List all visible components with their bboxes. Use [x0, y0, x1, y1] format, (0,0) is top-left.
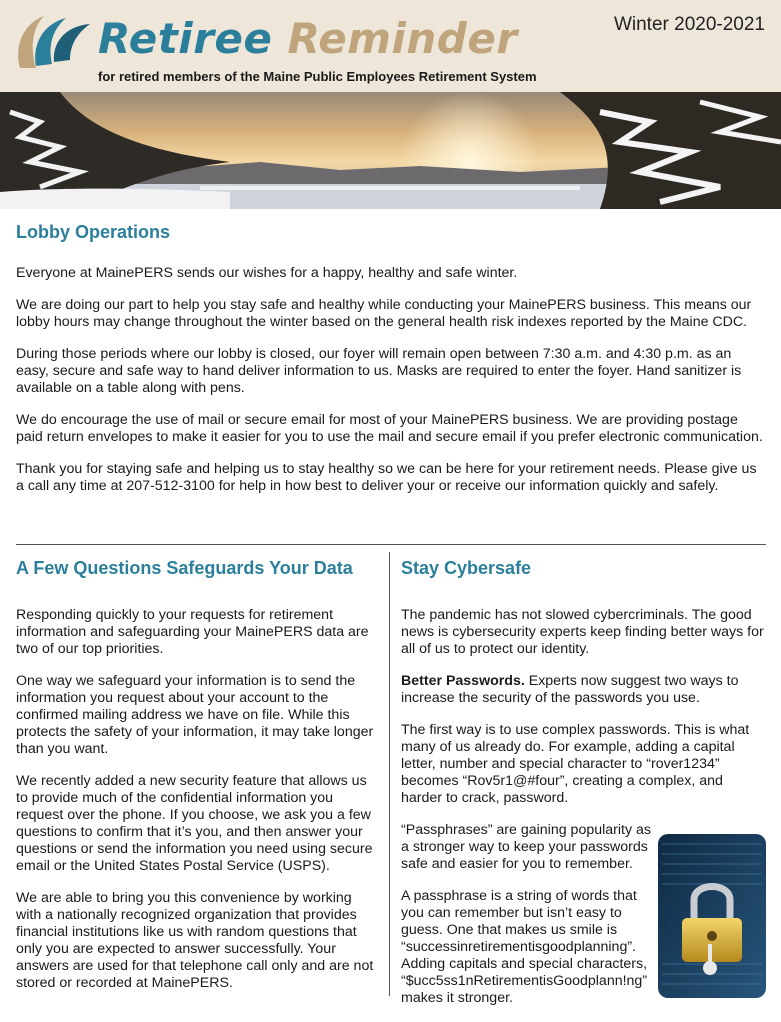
newsletter-header — [0, 0, 781, 92]
safeguards-paragraph: Responding quickly to your requests for retirement information and safeguarding your MainePERS data are two of our top priorities. — [16, 607, 369, 657]
column-divider — [389, 552, 390, 996]
lobby-paragraph: We do encourage the use of mail or secure email for most of your MainePERS business. We are providing postage paid return envelopes to make it easier for you to use the mail and secure email if you prefer electronic communication. — [16, 412, 763, 445]
safeguards-paragraph: One way we safeguard your information is to send the information you request about your account to the confirmed mailing address we have on file. While this protects the safety of your information, it may take longer than you want. — [16, 673, 374, 757]
swoosh-logo-icon — [14, 10, 94, 72]
lobby-paragraph: During those periods where our lobby is closed, our foyer will remain open between 7:30 a.m. and 4:30 p.m. as an easy, secure and safe way to hand deliver information to us. Masks are required to enter the foyer. Hand sanitizer is available on a table along with pens. — [16, 346, 742, 396]
cybersafe-heading: Stay Cybersafe — [401, 558, 532, 578]
newsletter-subtitle: for retired members of the Maine Public Employees Retirement System — [98, 69, 537, 84]
lobby-heading: Lobby Operations — [16, 222, 171, 242]
better-passwords-label: Better Passwords. — [401, 673, 525, 689]
safeguards-paragraph: We are able to bring you this convenience by working with a nationally recognized organization that provides financial institutions like us with random questions that only you are expected to answer successfully. Your answers are used for that telephone call only and are not stored or recorded at MainePERS. — [16, 890, 374, 991]
lobby-paragraph: Thank you for staying safe and helping us to stay healthy so we can be here for your retirement needs. Please give us a call any time at 207-512-3100 for help in how best to deliver your or receive our information quickly and safely. — [16, 461, 757, 494]
cybersafe-paragraph: The first way is to use complex passwords. This is what many of us already do. For example, adding a capital letter, number and special character to “rover1234” becomes “Rov5r1@#four”, creating a complex, and harder to crack, password. — [401, 722, 750, 806]
better-passwords-paragraph: Better Passwords. Experts now suggest two ways to increase the security of the passwords you use. — [401, 673, 739, 706]
passphrase-intro-paragraph: “Passphrases” are gaining popularity as a stronger way to keep your passwords safe and easier for you to remember. — [401, 822, 651, 872]
cybersafe-paragraph: The pandemic has not slowed cybercriminals. The good news is cybersecurity experts keep finding better ways for all of us to protect our identity. — [401, 607, 764, 657]
padlock-icon — [658, 834, 766, 998]
lobby-operations-section — [16, 222, 768, 510]
newsletter-title: Retiree Reminder — [98, 14, 518, 63]
lobby-paragraph: We are doing our part to help you stay safe and healthy while conducting your MainePERS business. This means our lobby hours may change throughout the winter based on the general health risk indexes reported by the Maine CDC. — [16, 297, 752, 330]
passphrase-paragraph: A passphrase is a string of words that you can remember but isn’t easy to guess. One that makes us smile is “successinretirementisgoodplanning”. Adding capitals and special characters, “$ucc5ss1nRetirementisGoodplann!ng” makes it stronger. — [401, 888, 648, 1006]
lobby-paragraph: Everyone at MainePERS sends our wishes for a happy, healthy and safe winter. — [16, 265, 518, 281]
winter-landscape-image — [0, 92, 781, 209]
issue-date: Winter 2020-2021 — [613, 14, 765, 35]
safeguards-paragraph: We recently added a new security feature that allows us to provide much of the confidential information you request over the phone. If you choose, we ask you a few questions to confirm that it’s you, and then answer your questions or send the information you need using secure email or the United States Postal Service (USPS). — [16, 773, 373, 874]
safeguards-heading: A Few Questions Safeguards Your Data — [16, 558, 353, 578]
safeguards-section — [16, 558, 378, 1007]
section-divider — [16, 544, 766, 545]
